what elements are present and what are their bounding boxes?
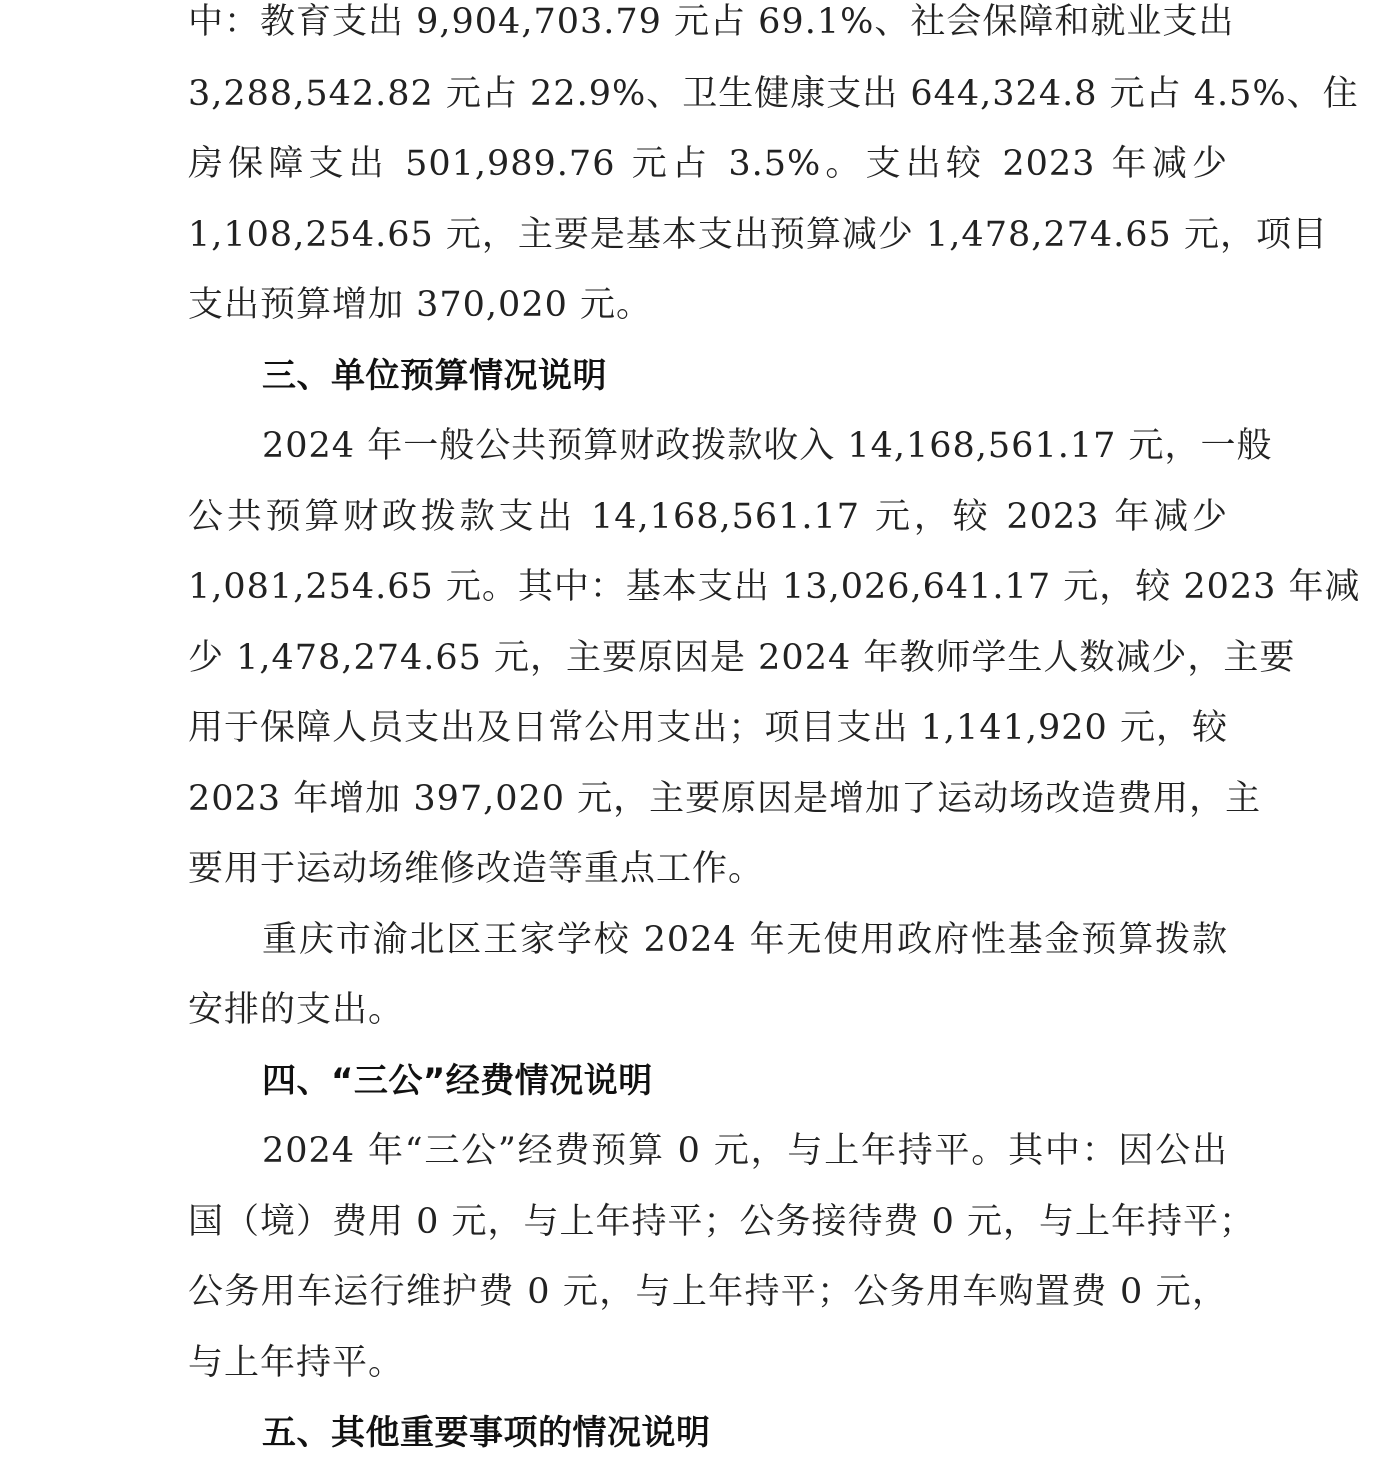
paragraph-line: 少 1,478,274.65 元，主要原因是 2024 年教师学生人数减少，主要 xyxy=(188,638,1296,678)
paragraph-line: 3,288,542.82 元占 22.9%、卫生健康支出 644,324.8 元占 4.5%、住 xyxy=(188,74,1359,114)
paragraph-line: 2024 年“三公”经费预算 0 元，与上年持平。其中：因公出 xyxy=(262,1131,1228,1171)
paragraph-line: 与上年持平。 xyxy=(188,1343,405,1383)
paragraph-line: 1,108,254.65 元，主要是基本支出预算减少 1,478,274.65 元，项目 xyxy=(188,215,1328,255)
paragraph-line: 2024 年一般公共预算财政拨款收入 14,168,561.17 元，一般 xyxy=(262,426,1273,466)
paragraph-line: 重庆市渝北区王家学校 2024 年无使用政府性基金预算拨款 xyxy=(262,920,1228,960)
paragraph-line: 中：教育支出 9,904,703.79 元占 69.1%、社会保障和就业支出 xyxy=(188,2,1235,42)
paragraph-line: 支出预算增加 370,020 元。 xyxy=(188,285,652,325)
paragraph-line: 用于保障人员支出及日常公用支出；项目支出 1,141,920 元，较 xyxy=(188,708,1228,748)
paragraph-line: 公共预算财政拨款支出 14,168,561.17 元，较 2023 年减少 xyxy=(188,497,1228,537)
paragraph-line: 国（境）费用 0 元，与上年持平；公务接待费 0 元，与上年持平； xyxy=(188,1202,1256,1242)
section-heading: 三、单位预算情况说明 xyxy=(262,356,607,396)
paragraph-line: 安排的支出。 xyxy=(188,990,405,1030)
paragraph-line: 1,081,254.65 元。其中：基本支出 13,026,641.17 元，较 2023 年减 xyxy=(188,567,1361,607)
section-heading: 四、“三公”经费情况说明 xyxy=(262,1061,653,1101)
paragraph-line: 要用于运动场维修改造等重点工作。 xyxy=(188,849,765,889)
paragraph-line: 公务用车运行维护费 0 元，与上年持平；公务用车购置费 0 元， xyxy=(188,1272,1228,1312)
paragraph-line: 房保障支出 501,989.76 元占 3.5%。支出较 2023 年减少 xyxy=(188,144,1228,184)
paragraph-line: 2023 年增加 397,020 元，主要原因是增加了运动场改造费用，主 xyxy=(188,779,1262,819)
section-heading: 五、其他重要事项的情况说明 xyxy=(262,1413,711,1453)
